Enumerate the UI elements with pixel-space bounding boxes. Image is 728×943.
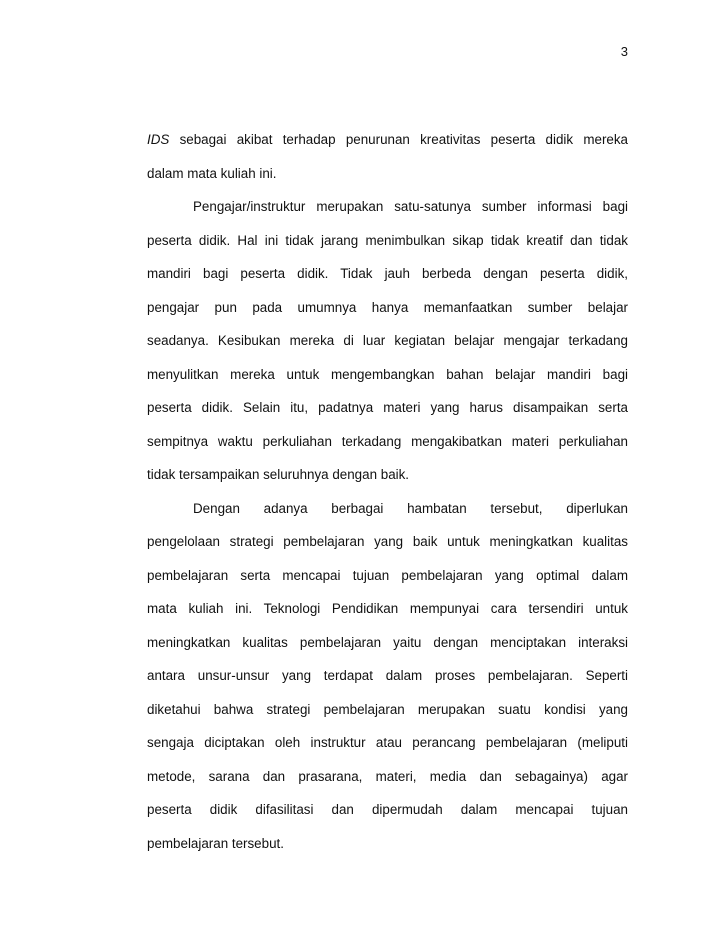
paragraph-2-line-6: menyulitkan mereka untuk mengembangkan bahan belajar mandiri bagi [147, 366, 628, 382]
paragraph-2-line-5: seadanya. Kesibukan mereka di luar kegiatan belajar mengajar terkadang [147, 333, 628, 348]
paragraph-3-line-2: pengelolaan strategi pembelajaran yang baik untuk meningkatkan kualitas [147, 534, 628, 549]
paragraph-3-line-1: Dengan adanya berbagai hambatan tersebut, diperlukan [193, 500, 628, 516]
paragraph-2-line-1: Pengajar/instruktur merupakan satu-satunya sumber informasi bagi [193, 199, 628, 214]
paragraph-2-line-2: peserta didik. Hal ini tidak jarang menimbulkan sikap tidak kreatif dan tidak [147, 232, 628, 248]
paragraph-2-line-9: tidak tersampaikan seluruhnya dengan baik. [147, 467, 410, 482]
document-body [147, 123, 628, 860]
paragraph-2-line-7: peserta didik. Selain itu, padatnya materi yang harus disampaikan serta [147, 400, 628, 415]
ids-term: IDS [147, 132, 170, 147]
paragraph-3-line-11: pembelajaran tersebut. [147, 835, 284, 851]
line-text: sebagai akibat terhadap penurunan kreativitas peserta didik mereka [169, 132, 628, 147]
paragraph-1-line-2: dalam mata kuliah ini. [147, 165, 277, 181]
paragraph-3-line-10: peserta didik difasilitasi dan dipermudah dalam mencapai tujuan [147, 802, 628, 817]
paragraph-3-line-5: meningkatkan kualitas pembelajaran yaitu dengan menciptakan interaksi [147, 634, 628, 650]
paragraph-3-line-3: pembelajaran serta mencapai tujuan pembelajaran yang optimal dalam [147, 567, 628, 583]
paragraph-3-line-9: metode, sarana dan prasarana, materi, media dan sebagainya) agar [147, 768, 628, 784]
paragraph-1-line-1 [147, 123, 628, 157]
paragraph-3-line-8: sengaja diciptakan oleh instruktur atau perancang pembelajaran (meliputi [147, 735, 628, 750]
paragraph-3-line-7: diketahui bahwa strategi pembelajaran merupakan suatu kondisi yang [147, 701, 628, 717]
paragraph-2-line-4: pengajar pun pada umumnya hanya memanfaatkan sumber belajar [147, 299, 628, 315]
paragraph-3-line-4: mata kuliah ini. Teknologi Pendidikan mempunyai cara tersendiri untuk [147, 601, 628, 616]
paragraph-3-line-6: antara unsur-unsur yang terdapat dalam proses pembelajaran. Seperti [147, 668, 628, 683]
paragraph-2-line-8: sempitnya waktu perkuliahan terkadang mengakibatkan materi perkuliahan [147, 433, 628, 449]
paragraph-2-line-3: mandiri bagi peserta didik. Tidak jauh berbeda dengan peserta didik, [147, 266, 628, 281]
page-number: 3 [620, 44, 628, 59]
